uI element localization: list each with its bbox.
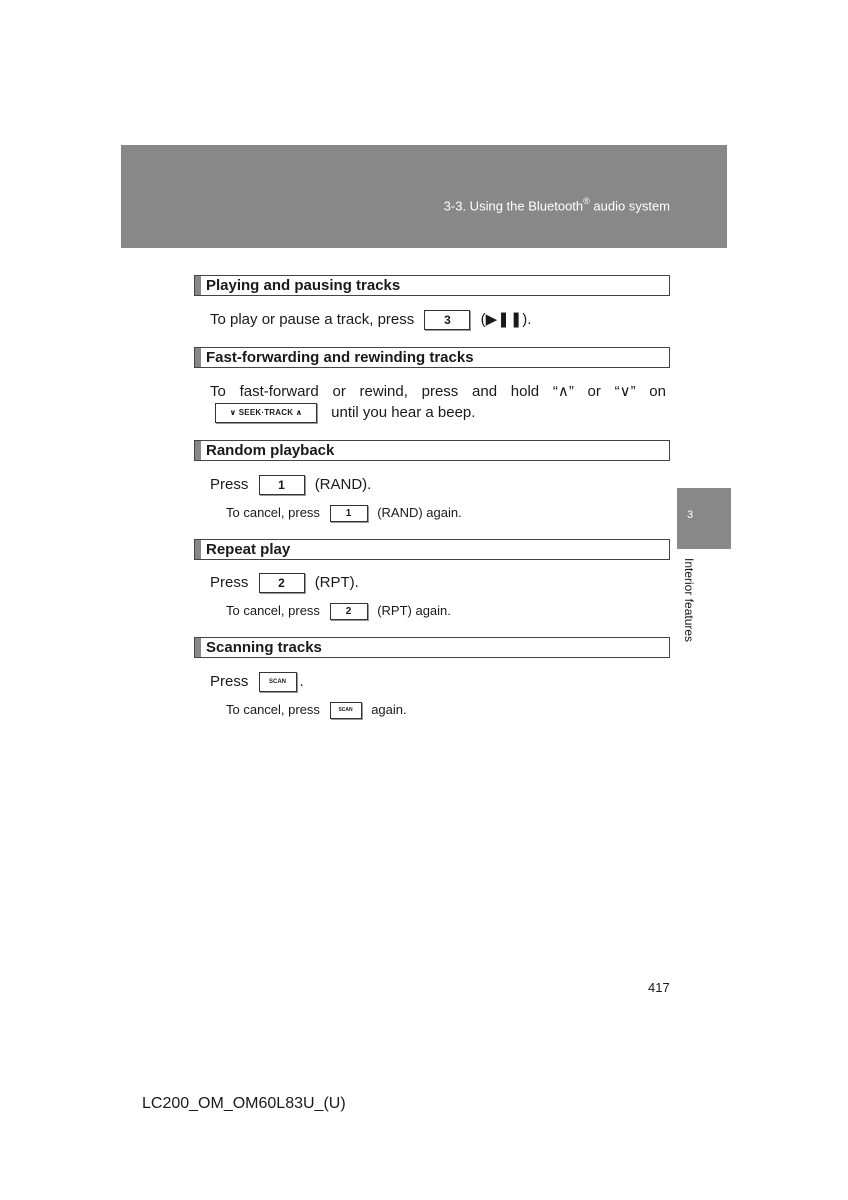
section-heading-scan: Scanning tracks [194,637,670,658]
scan-button: SCAN [259,672,297,692]
repeat-cancel-note: To cancel, press 2 (RPT) again. [226,602,451,620]
key-1-button-small: 1 [330,505,368,522]
chapter-label: Interior features [682,558,696,643]
document-code: LC200_OM_OM60L83U_(U) [142,1095,346,1112]
seek-track-button: ∨ SEEK·TRACK ∧ [215,403,317,423]
section-heading-play-pause: Playing and pausing tracks [194,275,670,296]
key-1-button: 1 [259,475,305,495]
key-2-button-small: 2 [330,603,368,620]
scan-cancel-note: To cancel, press SCAN again. [226,701,407,719]
header-band [121,145,727,248]
random-cancel-note: To cancel, press 1 (RAND) again. [226,504,462,522]
key-2-button: 2 [259,573,305,593]
scan-instruction: Press SCAN . [210,672,304,692]
repeat-instruction: Press 2 (RPT). [210,573,359,593]
scan-button-small: SCAN [330,702,362,719]
key-3-button: 3 [424,310,470,330]
ff-rw-instruction-line2: ∨ SEEK·TRACK ∧ until you hear a beep. [215,403,475,423]
ff-rw-instruction: To fast-forward or rewind, press and hold “∧” or “∨” on [210,383,666,400]
random-instruction: Press 1 (RAND). [210,475,371,495]
page-number: 417 [648,980,670,995]
section-heading-random: Random playback [194,440,670,461]
chapter-title: 3-3. Using the Bluetooth® audio system [443,196,670,214]
section-heading-repeat: Repeat play [194,539,670,560]
chapter-number: 3 [687,509,694,521]
chapter-tab [677,488,731,549]
section-heading-ff-rw: Fast-forwarding and rewinding tracks [194,347,670,368]
play-pause-instruction: To play or pause a track, press 3 (▶❚❚). [210,310,531,330]
